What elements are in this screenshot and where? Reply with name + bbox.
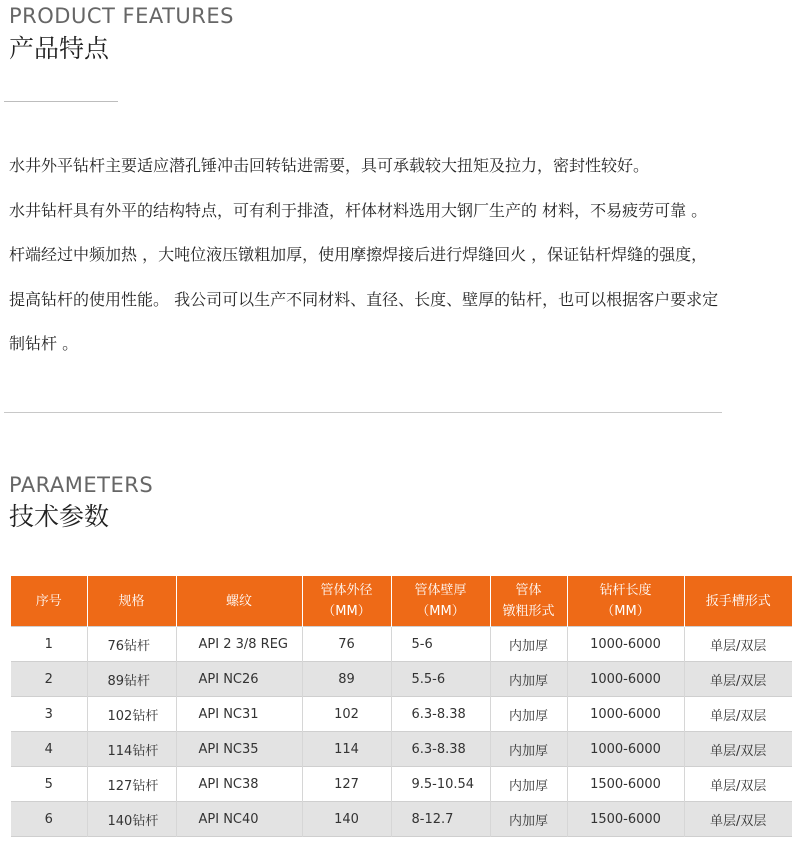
table-cell: 89 [302, 662, 391, 697]
table-cell: 6.3-8.38 [391, 697, 490, 732]
table-header-cell: 序号 [11, 576, 87, 627]
table-cell: 1000-6000 [567, 697, 684, 732]
table-cell: 单层/双层 [684, 627, 792, 662]
table-cell: 5.5-6 [391, 662, 490, 697]
table-cell: 140 [302, 802, 391, 837]
table-cell: 102 [302, 697, 391, 732]
table-cell: 2 [11, 662, 87, 697]
table-cell: 1000-6000 [567, 662, 684, 697]
short-divider [4, 101, 118, 102]
table-row [11, 627, 792, 662]
table-cell: 114钻杆 [87, 732, 176, 767]
table-cell: 1500-6000 [567, 802, 684, 837]
table-cell: 114 [302, 732, 391, 767]
table-cell: 内加厚 [490, 662, 567, 697]
table-cell: 内加厚 [490, 767, 567, 802]
table-cell: 内加厚 [490, 627, 567, 662]
table-cell: 内加厚 [490, 732, 567, 767]
table-cell: API NC35 [176, 732, 302, 767]
table-header-row [11, 576, 792, 627]
table-cell: 140钻杆 [87, 802, 176, 837]
table-cell: 内加厚 [490, 802, 567, 837]
table-cell: 89钻杆 [87, 662, 176, 697]
table-row [11, 767, 792, 802]
table-cell: 127 [302, 767, 391, 802]
table-cell: 76 [302, 627, 391, 662]
table-row [11, 802, 792, 837]
table-cell: 8-12.7 [391, 802, 490, 837]
table-cell: 单层/双层 [684, 732, 792, 767]
parameters-title-en: PARAMETERS [9, 473, 154, 497]
parameters-table [11, 576, 792, 837]
features-title-en: PRODUCT FEATURES [9, 4, 234, 28]
table-cell: 3 [11, 697, 87, 732]
table-row [11, 662, 792, 697]
table-cell: API NC26 [176, 662, 302, 697]
table-header-cell: 管体壁厚 （MM） [391, 576, 490, 627]
table-cell: 单层/双层 [684, 662, 792, 697]
table-cell: 5 [11, 767, 87, 802]
table-cell: API NC38 [176, 767, 302, 802]
features-title-cn: 产品特点 [9, 34, 110, 63]
table-cell: 9.5-10.54 [391, 767, 490, 802]
table-row [11, 732, 792, 767]
table-header-cell: 规格 [87, 576, 176, 627]
table-header-cell: 钻杆长度 （MM） [567, 576, 684, 627]
table-cell: 内加厚 [490, 697, 567, 732]
parameters-title-cn: 技术参数 [9, 502, 110, 531]
features-body [9, 144, 721, 367]
table-header-cell: 扳手槽形式 [684, 576, 792, 627]
table-cell: 5-6 [391, 627, 490, 662]
features-paragraph: 水井钻杆具有外平的结构特点，可有利于排渣，杆体材料选用大钢厂生产的 材料，不易疲劳可靠 。杆端经过中频加热 ，大吨位液压镦粗加厚，使用摩擦焊接后进行焊缝回火 ，保证钻杆焊缝的强度， 提高钻杆的使用性能。 我公司可以生产不同材料、直径、长度、壁厚的钻杆，也可以根据客户要求定制钻杆 。 [9, 200, 719, 353]
table-header-cell: 管体 镦粗形式 [490, 576, 567, 627]
table-row [11, 697, 792, 732]
table-cell: 76钻杆 [87, 627, 176, 662]
features-paragraph: 水井外平钻杆主要适应潜孔锤冲击回转钻进需要，具可承载较大扭矩及拉力，密封性较好。 [9, 156, 650, 175]
table-header-cell: 管体外径 （MM） [302, 576, 391, 627]
table-cell: 1500-6000 [567, 767, 684, 802]
table-cell: 4 [11, 732, 87, 767]
table-cell: 127钻杆 [87, 767, 176, 802]
table-cell: 6.3-8.38 [391, 732, 490, 767]
table-cell: 1 [11, 627, 87, 662]
table-cell: 102钻杆 [87, 697, 176, 732]
table-cell: API 2 3/8 REG [176, 627, 302, 662]
section-divider [4, 412, 722, 413]
table-cell: 单层/双层 [684, 697, 792, 732]
table-cell: 单层/双层 [684, 802, 792, 837]
table-cell: 6 [11, 802, 87, 837]
table-cell: 1000-6000 [567, 627, 684, 662]
table-header-cell: 螺纹 [176, 576, 302, 627]
table-cell: API NC40 [176, 802, 302, 837]
table-cell: 1000-6000 [567, 732, 684, 767]
table-cell: API NC31 [176, 697, 302, 732]
table-cell: 单层/双层 [684, 767, 792, 802]
